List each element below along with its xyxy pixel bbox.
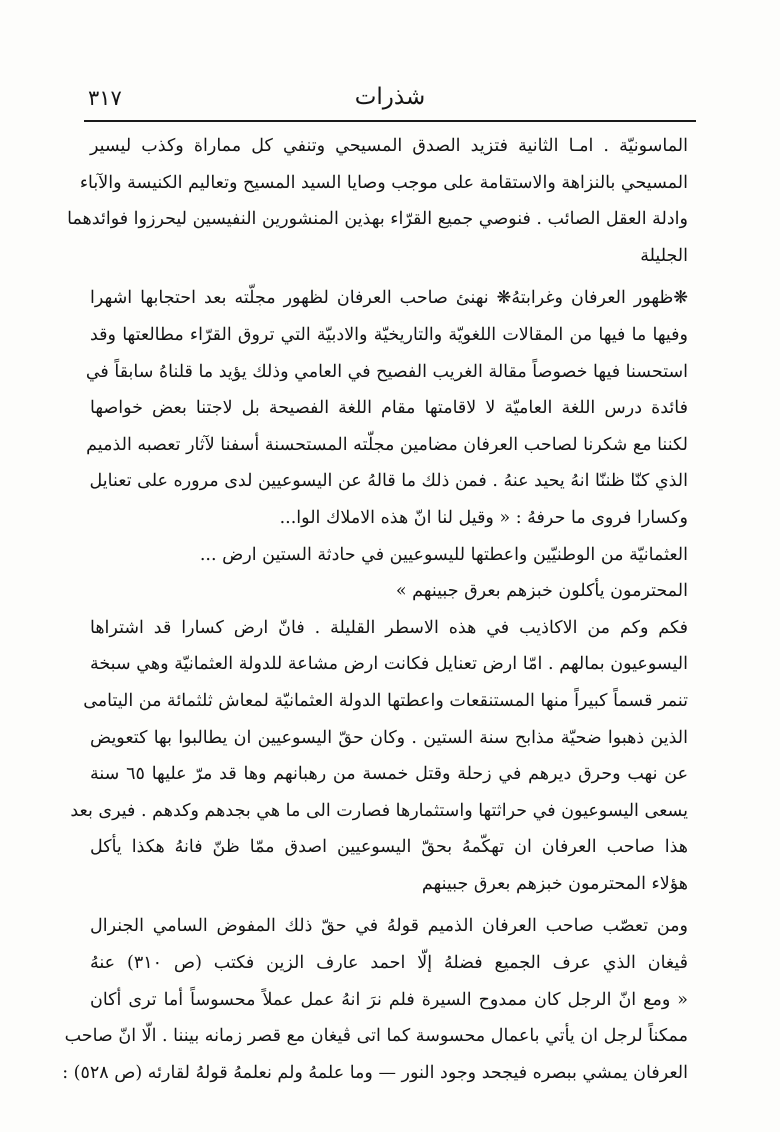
text-line: ممكناً لرجل ان يأتي باعمال محسوسة كما اتى ڤيغان مع قصر زمانه بيننا . الّا انّ صاحب xyxy=(64,1026,688,1047)
text-line: الجليلة xyxy=(640,245,688,266)
text-line: المسيحي بالنزاهة والاستقامة على موجب وصايا السيد المسيح وتعاليم الكنيسة والآباء xyxy=(79,172,688,193)
text-line: فكم وكم من الاكاذيب في هذه الاسطر القليلة . فانّ ارض كسارا قد اشتراها xyxy=(90,617,688,638)
paragraph-kasara-taanayel xyxy=(70,610,689,903)
text-line: لكننا مع شكرنا لصاحب العرفان مضامين مجلّته المستحسنة أسفنا لآثار تعصبه الذميم xyxy=(86,434,688,455)
header-rule xyxy=(84,120,696,122)
text-line: الذي كنّا ظننّا انهُ يحيد عنهُ . فمن ذلك ما قالهُ عن اليسوعيين لدى مروره على تعنايل xyxy=(89,471,688,492)
paragraph-irfan-appearance xyxy=(85,280,688,609)
text-line: هؤلاء المحترمون خبزهم بعرق جبينهم xyxy=(421,873,688,894)
page-header xyxy=(88,82,692,118)
text-line: اليسوعيون بمالهم . امّا ارض تعنايل فكانت ارض مشاعة للدولة العثمانيّة وهي سبخة xyxy=(90,654,688,675)
text-line: تنمر قسماً كبيراً منها المستنقعات واعطتها الدولة العثمانيّة لمعاش ثلثمائة من اليتامى xyxy=(83,690,688,711)
body-text xyxy=(62,128,689,1091)
paragraph-masonic-pamphlets xyxy=(67,128,688,274)
text-line: وكسارا فروى ما حرفهُ : « وقيل لنا انّ هذه الاملاك الوا... xyxy=(279,507,688,528)
text-line: العرفان يمشي ببصره فيجحد وجود النور — وما علمهُ ولم نعلمهُ قولهُ لقارئه (ص ٥٢٨) : xyxy=(62,1062,688,1083)
text-line: استحسنا فيها خصوصاً مقالة الغريب الفصيح في العامي وذلك يؤيد ما قلناهُ سابقاً في xyxy=(85,361,688,382)
text-line: وادلة العقل الصائب . فنوصي جميع القرّاء بهذين المنشورين النفيسين ليحرزوا فوائدهما xyxy=(67,209,688,230)
text-line: المحترمون يأكلون خبزهم بعرق جبينهم » xyxy=(395,581,688,602)
text-line: عن نهب وحرق ديرهم في زحلة وقتل خمسة من رهبانهم وها قد مرّ عليها ٦٥ سنة xyxy=(90,764,689,785)
text-line: ڤيغان الذي عرف الجميع فضلهُ إلّا احمد عارف الزين فكتب (ص ٣١٠) عنهُ xyxy=(90,953,688,974)
text-line: « ومع انّ الرجل كان ممدوح السيرة فلم نرَ انهُ عمل عملاً محسوساً أما ترى أكان xyxy=(90,989,688,1010)
text-line: الماسونيّة . امـا الثانية فتزيد الصدق المسيحي وتنفي كل مماراة وكذب ليسير xyxy=(90,136,688,156)
text-line: ❋ظهور العرفان وغرابتهُ❋ نهنئ صاحب العرفان لظهور مجلّته بعد احتجابها اشهرا xyxy=(90,288,688,309)
page-number: ٣١٧ xyxy=(88,86,122,110)
text-line: العثمانيّة من الوطنيّين واعطتها لليسوعيين في حادثة الستين ارض ... xyxy=(199,544,688,565)
text-line: وفيها ما فيها من المقالات اللغويّة والتاريخيّة والادبيّة التي تروق القرّاء مطالعتها وقد xyxy=(90,324,688,345)
running-title: شذرات xyxy=(354,84,426,110)
text-line: فائدة درس اللغة العاميّة لا لاقامتها مقام اللغة الفصيحة بل لاجتنا بعض خواصها xyxy=(90,398,688,419)
text-line: هذا صاحب العرفان ان تهكّمهُ بحقّ اليسوعيين اصدق ممّا ظنّ فانهُ هكذا يأكل xyxy=(90,837,688,858)
text-line: يسعى اليسوعيون في حراثتها واستثمارها فصارت الى ما هي بجدهم وكدهم . فيرى بعد xyxy=(70,800,688,821)
text-line: ومن تعصّب صاحب العرفان الذميم قولهُ في حقّ ذلك المفوض السامي الجنرال xyxy=(90,916,688,937)
paragraph-weygand xyxy=(62,908,688,1091)
text-line: الذين ذهبوا ضحيّة مذابح سنة الستين . وكان حقّ اليسوعيين ان يطالبوا بها كتعويض xyxy=(90,727,688,748)
